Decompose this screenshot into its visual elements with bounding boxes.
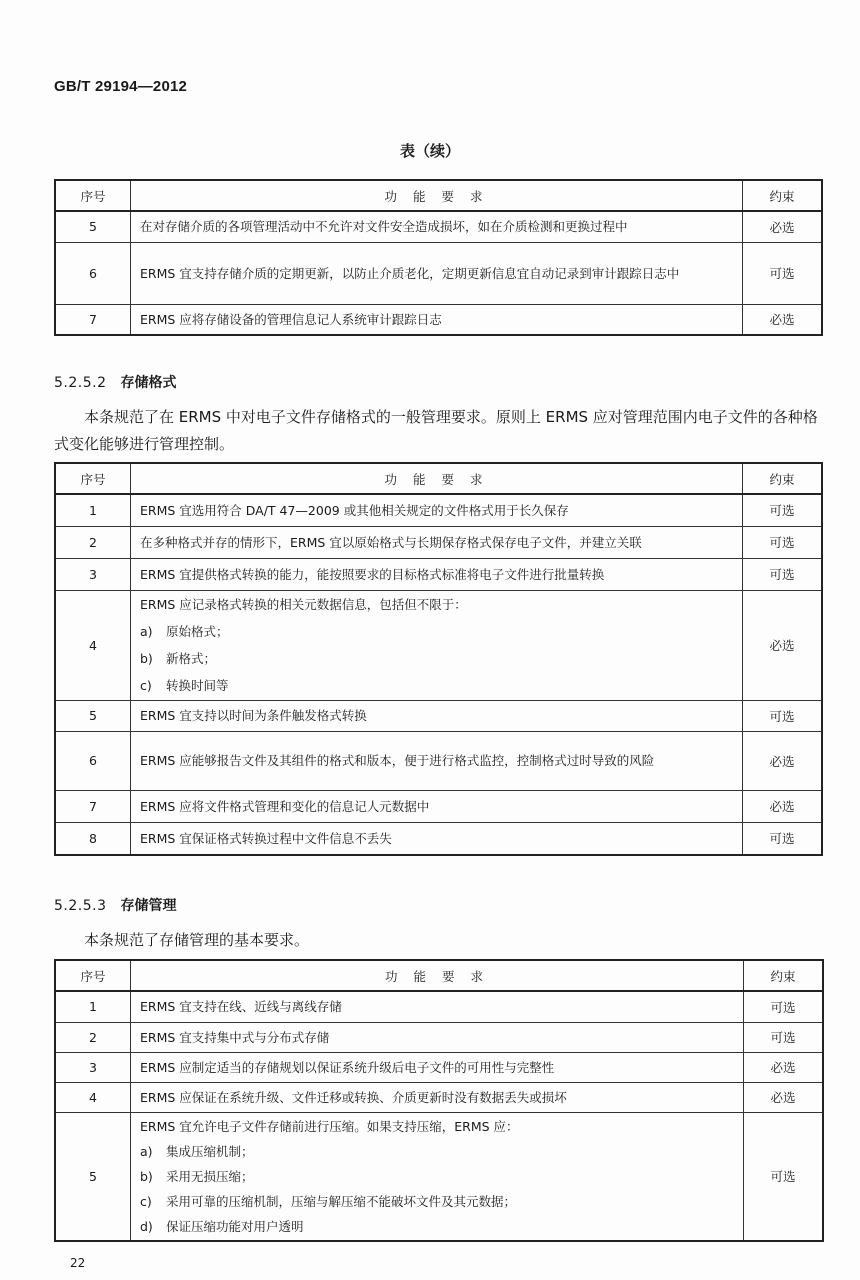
- section-title: 存储管理: [120, 898, 177, 914]
- table-row: [55, 304, 822, 335]
- requirement-cell: ERMS 宜支持集中式与分布式存储: [131, 1022, 744, 1052]
- seq-cell: 2: [55, 1022, 131, 1052]
- list-item: [140, 645, 733, 672]
- constraint-cell: 可选: [743, 526, 823, 558]
- table-row: [55, 242, 822, 304]
- requirement-cell: ERMS 宜支持存储介质的定期更新，以防止介质老化，定期更新信息宜自动记录到审计跟踪日志中: [131, 242, 743, 304]
- seq-cell: 3: [55, 558, 131, 590]
- constraint-cell: 可选: [744, 1112, 824, 1241]
- requirement-cell: ERMS 宜支持以时间为条件触发格式转换: [131, 700, 743, 731]
- seq-cell: 5: [55, 211, 131, 242]
- constraint-cell: 必选: [743, 731, 823, 790]
- seq-cell: 4: [55, 1082, 131, 1112]
- section-intro-5252: [54, 404, 824, 458]
- list-marker: b): [140, 651, 153, 666]
- table-row: [55, 1022, 823, 1052]
- list-item: [140, 1139, 734, 1164]
- constraint-cell: 可选: [743, 494, 823, 526]
- list-marker: c): [140, 678, 152, 693]
- list-text: 集成压缩机制；: [166, 1143, 254, 1159]
- col-header-seq: 序号: [55, 180, 131, 211]
- list-marker: a): [140, 624, 153, 639]
- list-text: 原始格式；: [166, 624, 229, 639]
- table-row: [55, 822, 822, 855]
- section-title: 存储格式: [120, 375, 177, 391]
- storage-media-table: [54, 179, 823, 336]
- table-row: [55, 1112, 823, 1241]
- table-row: [55, 991, 823, 1022]
- col-header-requirement: 功 能 要 求: [131, 960, 744, 991]
- requirement-cell: ERMS 宜提供格式转换的能力，能按照要求的目标格式标准将电子文件进行批量转换: [131, 558, 743, 590]
- list-marker: c): [140, 1193, 152, 1209]
- col-header-requirement: 功 能 要 求: [131, 463, 743, 494]
- col-header-constraint: 约束: [743, 463, 823, 494]
- table-row: [55, 731, 822, 790]
- requirement-cell: ERMS 应制定适当的存储规划以保证系统升级后电子文件的可用性与完整性: [131, 1052, 744, 1082]
- intro-text: 本条规范了存储管理的基本要求。: [84, 931, 310, 949]
- list-text: 采用可靠的压缩机制，压缩与解压缩不能破坏文件及其元数据；: [166, 1193, 517, 1209]
- section-heading-5253: [54, 895, 176, 915]
- list-marker: b): [140, 1168, 153, 1184]
- table-row: [55, 558, 822, 590]
- section-intro-5253: [54, 927, 824, 954]
- constraint-cell: 可选: [743, 242, 823, 304]
- table-row: [55, 790, 822, 822]
- col-header-constraint: 约束: [743, 180, 823, 211]
- section-heading-5252: [54, 372, 176, 392]
- page-number: 22: [70, 1256, 86, 1270]
- constraint-cell: 必选: [743, 590, 823, 700]
- requirement-cell: ERMS 应保证在系统升级、文件迁移或转换、介质更新时没有数据丢失或损坏: [131, 1082, 744, 1112]
- requirement-cell: ERMS 应将文件格式管理和变化的信息记人元数据中: [131, 790, 743, 822]
- table-row: [55, 1052, 823, 1082]
- requirement-lead: ERMS 应记录格式转换的相关元数据信息，包括但不限于：: [140, 597, 467, 612]
- seq-cell: 2: [55, 526, 131, 558]
- col-header-constraint: 约束: [744, 960, 824, 991]
- list-text: 新格式；: [166, 651, 217, 666]
- list-item: [140, 672, 733, 699]
- col-header-seq: 序号: [55, 463, 131, 494]
- storage-management-table: [54, 959, 824, 1242]
- table-header-row: [55, 180, 822, 211]
- seq-cell: 4: [55, 590, 131, 700]
- requirement-cell: ERMS 宜保证格式转换过程中文件信息不丢失: [131, 822, 743, 855]
- list-text: 采用无损压缩；: [166, 1168, 254, 1184]
- requirement-cell: 在对存储介质的各项管理活动中不允许对文件安全造成损坏，如在介质检测和更换过程中: [131, 211, 743, 242]
- requirement-cell: 在多种格式并存的情形下，ERMS 宜以原始格式与长期保存格式保存电子文件，并建立关联: [131, 526, 743, 558]
- seq-cell: 5: [55, 1112, 131, 1241]
- seq-cell: 8: [55, 822, 131, 855]
- requirement-cell: [131, 1112, 744, 1241]
- section-number: 5.2.5.3: [54, 898, 107, 914]
- constraint-cell: 可选: [743, 700, 823, 731]
- seq-cell: 5: [55, 700, 131, 731]
- section-number: 5.2.5.2: [54, 375, 107, 391]
- constraint-cell: 必选: [743, 304, 823, 335]
- requirement-cell: [131, 590, 743, 700]
- constraint-cell: 可选: [743, 558, 823, 590]
- seq-cell: 1: [55, 991, 131, 1022]
- list-text: 保证压缩功能对用户透明: [166, 1218, 304, 1234]
- list-text: 转换时间等: [166, 678, 229, 693]
- table-row: [55, 590, 822, 700]
- list-item: [140, 1164, 734, 1189]
- list-marker: a): [140, 1143, 153, 1159]
- table-row: [55, 700, 822, 731]
- table-header-row: [55, 960, 823, 991]
- constraint-cell: 必选: [743, 790, 823, 822]
- col-header-seq: 序号: [55, 960, 131, 991]
- constraint-cell: 必选: [744, 1082, 824, 1112]
- constraint-cell: 必选: [743, 211, 823, 242]
- table-header-row: [55, 463, 822, 494]
- seq-cell: 1: [55, 494, 131, 526]
- col-header-requirement: 功 能 要 求: [131, 180, 743, 211]
- list-marker: d): [140, 1218, 153, 1234]
- storage-format-table: [54, 462, 823, 856]
- table-row: [55, 1082, 823, 1112]
- seq-cell: 3: [55, 1052, 131, 1082]
- table-caption: 表（续）: [399, 142, 460, 160]
- seq-cell: 6: [55, 731, 131, 790]
- constraint-cell: 可选: [744, 1022, 824, 1052]
- requirement-cell: ERMS 宜支持在线、近线与离线存储: [131, 991, 744, 1022]
- constraint-cell: 可选: [744, 991, 824, 1022]
- constraint-cell: 必选: [744, 1052, 824, 1082]
- table-row: [55, 526, 822, 558]
- table-row: [55, 211, 822, 242]
- requirement-cell: ERMS 宜选用符合 DA/T 47—2009 或其他相关规定的文件格式用于长久保存: [131, 494, 743, 526]
- requirement-cell: ERMS 应将存储设备的管理信息记人系统审计跟踪日志: [131, 304, 743, 335]
- requirement-lead: ERMS 宜允许电子文件存储前进行压缩。如果支持压缩，ERMS 应：: [140, 1118, 519, 1134]
- list-item: [140, 1214, 734, 1239]
- list-item: [140, 1189, 734, 1214]
- requirement-cell: ERMS 应能够报告文件及其组件的格式和版本，便于进行格式监控，控制格式过时导致的风险: [131, 731, 743, 790]
- standard-code: GB/T 29194—2012: [54, 78, 188, 95]
- seq-cell: 6: [55, 242, 131, 304]
- seq-cell: 7: [55, 790, 131, 822]
- table-row: [55, 494, 822, 526]
- constraint-cell: 可选: [743, 822, 823, 855]
- seq-cell: 7: [55, 304, 131, 335]
- intro-text: 本条规范了在 ERMS 中对电子文件存储格式的一般管理要求。原则上 ERMS 应对管理范围内电子文件的各种格式变化能够进行管理控制。: [54, 408, 818, 453]
- list-item: [140, 618, 733, 645]
